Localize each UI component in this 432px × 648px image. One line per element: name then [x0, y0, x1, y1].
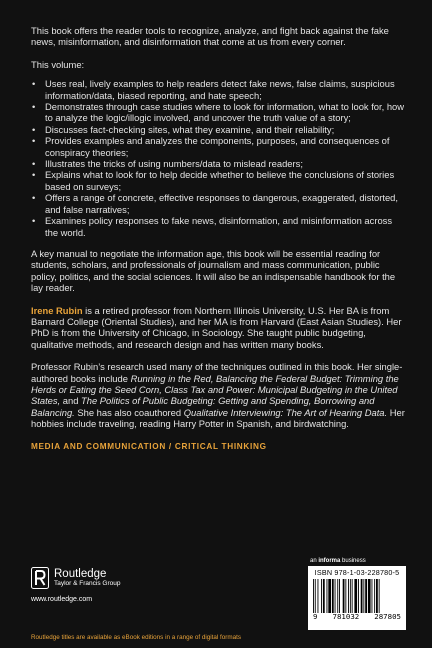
barcode-bar [327, 579, 328, 613]
barcode-bar [358, 579, 359, 613]
summary-paragraph: A key manual to negotiate the information age, this book will be essential reading for students, scholars, and professionals of journalism and mass communication, public policy, politics, and the social sciences. It will also be an indispensable handbook for the lay reader. [31, 247, 396, 294]
barcode-bar [361, 579, 363, 613]
barcode-bar [376, 579, 378, 613]
barcode-digit-group-1: 781032 [332, 612, 360, 621]
barcode-bar [354, 579, 357, 613]
barcode-bar [372, 579, 373, 613]
barcode-digit-group-2: 287805 [374, 612, 401, 621]
author-works [31, 361, 405, 429]
list-item: • Discusses fact-checking sites, what they examine, and their reliability; [31, 124, 405, 135]
barcode-image [312, 579, 402, 613]
publisher-website: www.routledge.com [31, 596, 93, 603]
barcode-bar [363, 579, 364, 613]
works-title-3: Qualitative Interviewing: The Art of Hearing Data. [183, 406, 388, 418]
works-text-4: Her hobbies include traveling, reading Harry Potter in Spanish, and birdwatching. [31, 406, 405, 430]
volume-label: This volume: [31, 58, 85, 70]
list-item: • Illustrates the tricks of using numbers/data to mislead readers; [31, 158, 405, 169]
barcode-bar [328, 579, 331, 613]
back-cover-text [31, 25, 405, 452]
barcode-bar [315, 579, 316, 613]
barcode-bar [313, 579, 314, 613]
informa-tagline [310, 558, 366, 565]
barcode-bar [374, 579, 375, 613]
works-text-1: Professor Rubin’s research used many of the techniques outlined in this book. Her single-authored books include [31, 361, 403, 384]
barcode-bar [348, 579, 349, 613]
barcode-bar [345, 579, 346, 613]
publisher-group: Taylor & Francis Group [54, 580, 121, 587]
intro-paragraph: This book offers the reader tools to recognize, analyze, and fight back against the fake news, misinformation, and disinformation that come at us from every corner. [31, 25, 389, 48]
barcode-bar [379, 579, 380, 613]
works-title-2: The Politics of Public Budgeting: Getting and Spending, Borrowing and Balancing. [31, 395, 375, 418]
author-bio [31, 305, 405, 351]
barcode-block [308, 566, 406, 630]
barcode-bar [323, 579, 325, 613]
publisher-name: Routledge [54, 568, 107, 580]
barcode-bar [343, 579, 345, 613]
barcode-bar [332, 579, 334, 613]
works-text-2: and [60, 395, 82, 407]
author-bio-text: is a retired professor from Northern Illinois University, U.S. Her BA is from Barnard College (Oriental Studies), and her MA is from Harvard (East Asian Studies). Her PhD is from the University of Chicago, in Sociology. She taught public budgeting, qualitative methods, and research design and has written many books. [31, 304, 402, 350]
publisher-logo [31, 567, 171, 589]
list-item: • Explains what to look for to help decide whether to believe the conclusions of stories based on surveys; [31, 169, 405, 192]
publisher-block [31, 567, 171, 605]
list-item: • Uses real, lively examples to help readers detect fake news, false claims, suspicious information/data, biased reporting, and hate speech; [31, 78, 405, 101]
barcode-bar [350, 579, 351, 613]
works-text-3: She has also coauthored [74, 406, 184, 418]
subject-category: MEDIA AND COMMUNICATION / CRITICAL THINKING [31, 441, 267, 451]
barcode-bar [352, 579, 353, 613]
feature-list [31, 78, 405, 238]
list-item: • Examines policy responses to fake news, disinformation, and misinformation across the world. [31, 215, 405, 238]
informa-suffix: business [340, 558, 366, 564]
author-name: Irene Rubin [31, 304, 83, 316]
list-item: • Demonstrates through case studies where to look for information, what to look for, how to analyze the logic/illogic involved, and uncover the truth value of a story; [31, 101, 405, 124]
informa-word: informa [318, 558, 341, 564]
barcode-bar [321, 579, 322, 613]
works-title-1: Running in the Red, Balancing the Federal Budget: Trimming the Herds or Eating the Seed Corn, Class Tax and Power: Municipal Budgeting in the United States, [31, 372, 399, 407]
routledge-logo-icon [31, 567, 49, 589]
barcode-digits [312, 613, 402, 621]
list-item: • Offers a range of concrete, effective responses to dangerous, exaggerated, distorted, and false narratives; [31, 192, 405, 215]
barcode-bar [368, 579, 371, 613]
ebook-note: Routledge titles are available as eBook editions in a range of digital formats [31, 634, 242, 641]
informa-prefix: an [310, 558, 319, 564]
barcode-bar [339, 579, 340, 613]
list-item: • Provides examples and analyzes the components, purposes, and consequences of conspiracy theories; [31, 135, 405, 158]
isbn-text: ISBN 978-1-03-228780-5 [314, 568, 400, 577]
barcode-digit-lead: 9 [313, 612, 318, 621]
barcode-bar [318, 579, 319, 613]
barcode-bar [365, 579, 367, 613]
barcode-bar [337, 579, 338, 613]
barcode-bar [335, 579, 336, 613]
